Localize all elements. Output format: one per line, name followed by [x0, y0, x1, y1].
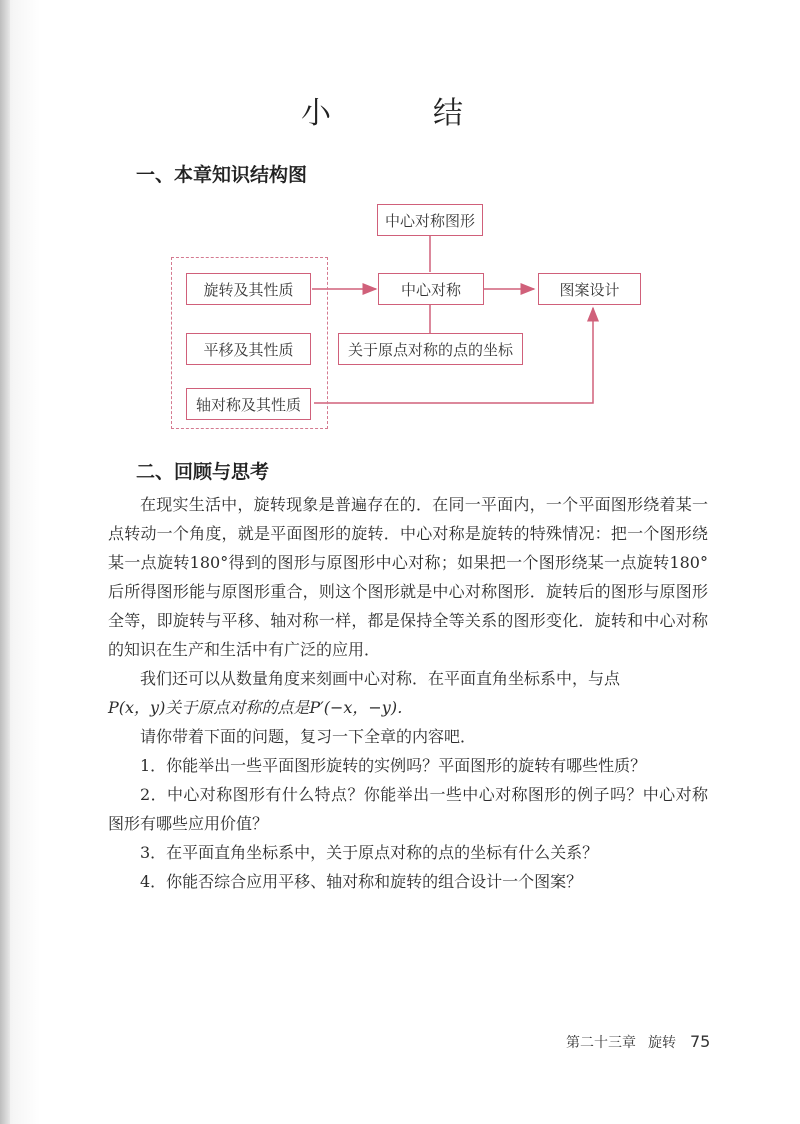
section-heading-review: 二、回顾与思考 [136, 461, 270, 483]
question-2: 2．中心对称图形有什么特点？你能举出一些中心对称图形的例子吗？中心对称图形有哪些应用价值？ [108, 785, 708, 833]
review-text [108, 490, 708, 896]
box-translation-properties: 平移及其性质 [186, 333, 311, 365]
paragraph-rotation-summary: 在现实生活中，旋转现象是普遍存在的．在同一平面内，一个平面图形绕着某一点转动一个角度，就是平面图形的旋转．中心对称是旋转的特殊情况：把一个图形绕某一点旋转180°得到的图形与原图形中心对称；如果把一个图形绕某一点旋转180°后所得图形能与原图形重合，则这个图形就是中心对称图形．旋转后的图形与原图形全等，即旋转与平移、轴对称一样，都是保持全等关系的图形变化．旋转和中心对称的知识在生产和生活中有广泛的应用． [108, 495, 708, 659]
box-center-symmetry: 中心对称 [378, 273, 484, 305]
paragraph-review-prompt: 请你带着下面的问题，复习一下全章的内容吧． [140, 727, 477, 746]
page-number: 75 [690, 1032, 711, 1051]
paragraph-coordinates-intro: 我们还可以从数量角度来刻画中心对称．在平面直角坐标系中，与点 [140, 669, 621, 688]
page-footer [566, 1032, 710, 1052]
paragraph-coordinates-formula: P(x，y)关于原点对称的点是P′(−x，−y)． [108, 698, 414, 717]
page-title: 小 结 [301, 96, 499, 131]
section-heading-structure: 一、本章知识结构图 [136, 164, 308, 186]
box-rotation-properties: 旋转及其性质 [186, 273, 311, 305]
knowledge-structure-diagram [0, 0, 800, 460]
box-center-symmetric-figure: 中心对称图形 [377, 204, 483, 236]
question-4: 4．你能否综合应用平移、轴对称和旋转的组合设计一个图案？ [140, 872, 583, 891]
footer-section: 旋转 [648, 1035, 676, 1051]
box-pattern-design: 图案设计 [538, 273, 641, 305]
box-origin-symmetric-coordinates: 关于原点对称的点的坐标 [338, 333, 523, 365]
question-1: 1．你能举出一些平面图形旋转的实例吗？平面图形的旋转有哪些性质？ [140, 756, 647, 775]
footer-chapter: 第二十三章 [566, 1035, 636, 1051]
question-3: 3．在平面直角坐标系中，关于原点对称的点的坐标有什么关系？ [140, 843, 599, 862]
box-axial-symmetry-properties: 轴对称及其性质 [186, 388, 311, 420]
